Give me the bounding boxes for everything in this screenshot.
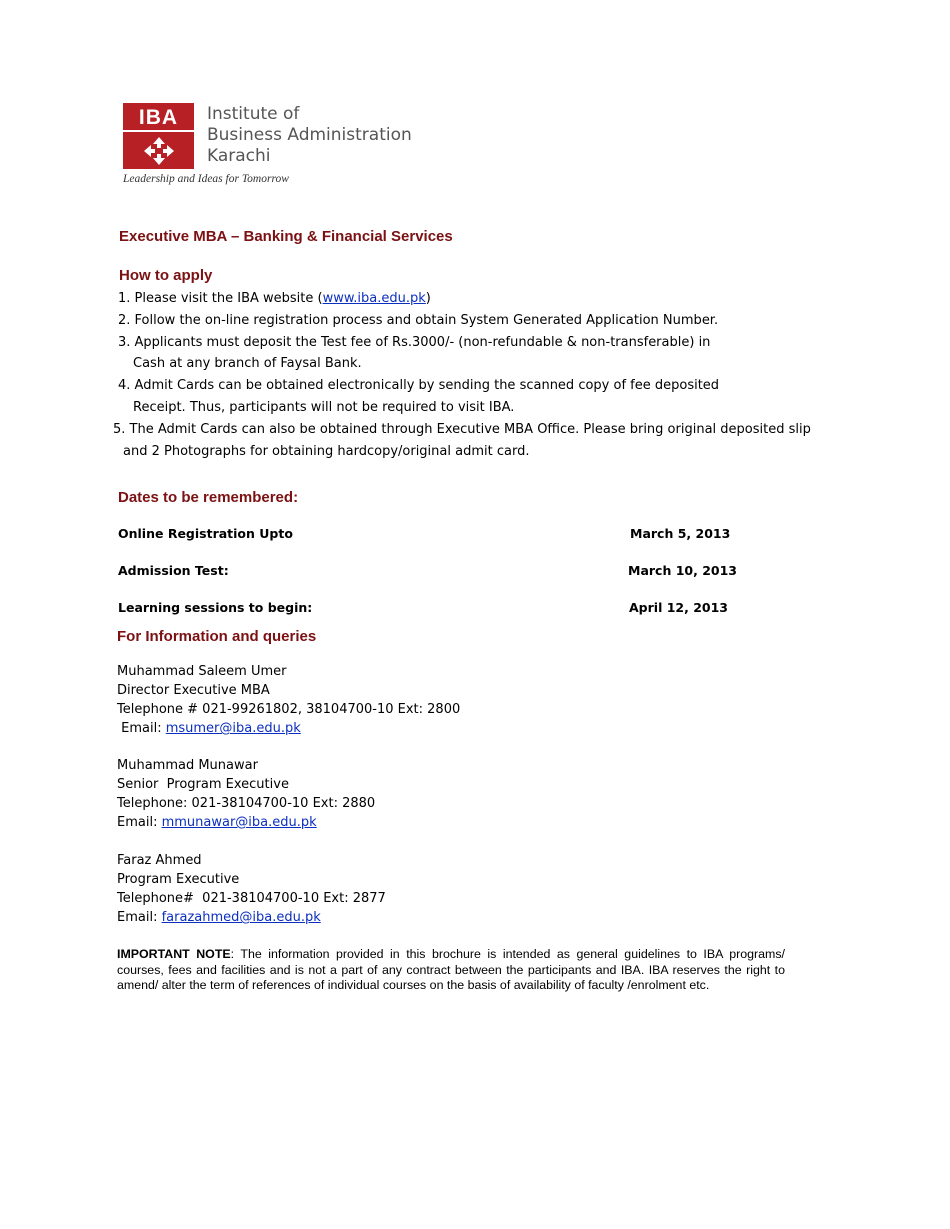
contact-name: Faraz Ahmed <box>117 853 202 868</box>
contact-phone: Telephone# 021-38104700-10 Ext: 2877 <box>117 891 386 906</box>
iba-logo <box>123 103 194 169</box>
date-row-label: Admission Test: <box>118 563 229 578</box>
contact-block <box>117 851 717 927</box>
step-5-line-1: 5. The Admit Cards can also be obtained through Executive MBA Office. Please bring original deposited slip <box>113 421 811 437</box>
email-link[interactable]: farazahmed@iba.edu.pk <box>161 910 321 925</box>
contact-phone: Telephone # 021-99261802, 38104700-10 Ext: 2800 <box>117 702 461 717</box>
institute-name-line: Institute of <box>207 104 300 124</box>
date-row-value: March 5, 2013 <box>630 526 731 541</box>
step-4-line-2: Receipt. Thus, participants will not be required to visit IBA. <box>133 399 515 415</box>
email-label: Email: <box>117 721 166 736</box>
page-title: Executive MBA – Banking & Financial Services <box>119 228 453 245</box>
how-to-apply-heading: How to apply <box>119 267 213 284</box>
iba-website-link[interactable]: www.iba.edu.pk <box>322 291 426 306</box>
email-link[interactable]: msumer@iba.edu.pk <box>165 721 301 736</box>
institute-name <box>207 104 412 167</box>
step-1-suffix: ) <box>425 291 431 306</box>
email-label: Email: <box>117 815 162 830</box>
contact-title: Program Executive <box>117 872 240 887</box>
info-heading: For Information and queries <box>117 628 317 645</box>
institute-name-line: Business Administration <box>207 125 412 145</box>
date-row-value: April 12, 2013 <box>629 600 728 615</box>
contact-title: Senior Program Executive <box>117 777 289 792</box>
contact-name: Muhammad Munawar <box>117 758 258 773</box>
step-1 <box>113 288 813 310</box>
contact-block <box>117 756 717 832</box>
step-4-line-1: 4. Admit Cards can be obtained electronically by sending the scanned copy of fee deposited <box>118 378 720 394</box>
contact-email-row <box>117 908 717 927</box>
contact-phone: Telephone: 021-38104700-10 Ext: 2880 <box>117 796 376 811</box>
date-row-label: Learning sessions to begin: <box>118 600 313 615</box>
important-note <box>117 947 785 994</box>
contact-title: Director Executive MBA <box>117 683 270 698</box>
step-5-line-2: and 2 Photographs for obtaining hardcopy/original admit card. <box>123 443 530 459</box>
note-label: IMPORTANT NOTE <box>117 947 231 961</box>
application-steps <box>113 288 813 462</box>
institute-name-line: Karachi <box>207 146 271 166</box>
step-2: 2. Follow the on-line registration process and obtain System Generated Application Number. <box>118 312 719 328</box>
step-3-line-1: 3. Applicants must deposit the Test fee of Rs.3000/- (non-refundable & non-transferable) in <box>118 334 711 350</box>
email-label: Email: <box>117 910 162 925</box>
step-3-line-2: Cash at any branch of Faysal Bank. <box>133 356 362 372</box>
date-row-label: Online Registration Upto <box>118 526 293 541</box>
logo-divider <box>123 130 194 132</box>
contact-block <box>117 662 717 738</box>
logo-emblem-icon <box>143 136 175 166</box>
email-link[interactable]: mmunawar@iba.edu.pk <box>161 815 317 830</box>
date-row-value: March 10, 2013 <box>628 563 737 578</box>
logo-abbr: IBA <box>138 106 179 129</box>
dates-heading: Dates to be remembered: <box>118 489 299 506</box>
step-1-text: 1. Please visit the IBA website ( <box>118 291 323 306</box>
contact-email-row <box>117 719 717 738</box>
logo-tagline: Leadership and Ideas for Tomorrow <box>123 173 289 185</box>
contact-name: Muhammad Saleem Umer <box>117 664 287 679</box>
note-text: : The information provided in this brochure is intended as general guidelines to IBA programs/ courses, fees and facilities and is not a part of any contract between the participants and IBA. IBA reserves the right to amend/ alter the term of references of individual courses on the basis of availability of faculty /enrolment etc. <box>117 947 785 993</box>
contact-email-row <box>117 813 717 832</box>
